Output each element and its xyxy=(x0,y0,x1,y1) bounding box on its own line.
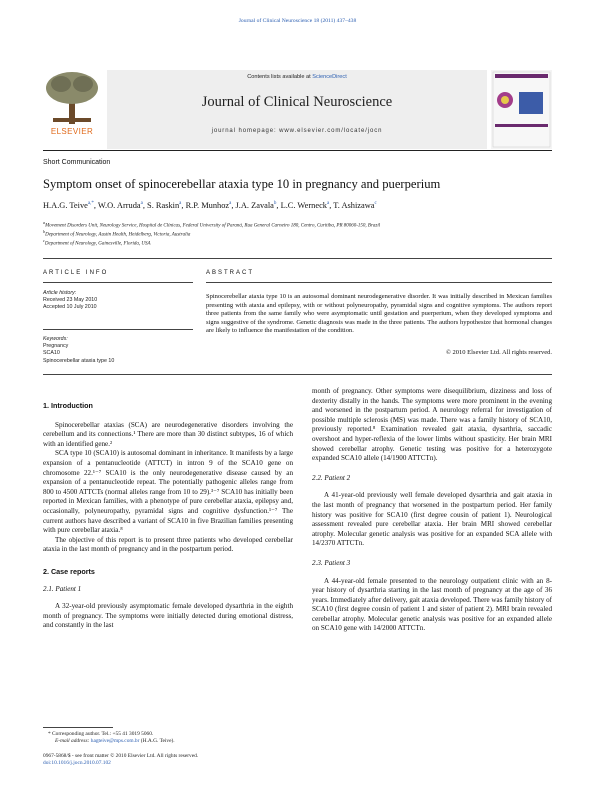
corresponding-author: * Corresponding author. Tel.: +55 41 3019 5060. xyxy=(48,731,154,737)
contents-line xyxy=(107,74,487,80)
journal-citation[interactable]: Journal of Clinical Neuroscience 18 (2011) 437–438 xyxy=(238,18,357,24)
author[interactable]: W.O. Arruda xyxy=(97,201,141,210)
email-link[interactable]: hagteive@mps.com.br xyxy=(90,738,140,745)
publication-info xyxy=(43,753,293,768)
author[interactable]: T. Ashizawa xyxy=(333,201,375,210)
paragraph: Spinocerebellar ataxias (SCA) are neurodegenerative disorders involving the cerebellum and its connections.¹ There are more than 30 distinct subtypes, 16 of which with an identified gene.² xyxy=(43,420,293,448)
abstract-subrule xyxy=(206,282,552,283)
affil-sup: b xyxy=(43,229,46,234)
author[interactable]: L.C. Werneck xyxy=(280,201,327,210)
author-sup: a xyxy=(140,201,143,207)
keywords-label: Keywords: xyxy=(43,336,68,342)
abstract-text: Spinocerebellar ataxia type 10 is an autosomal dominant neurodegenerative disorder. It was initially described in Mexican families presenting with ataxia and epilepsy, with or without polyneuropathy, pyramidal signs and cognitive symptoms. The authors report three patients from the same family who were asymptomatic until gestation and puerperium, when they developed symptoms and signs suggestive of the syndrome. Genetic diagnosis was made in the three patients. The authors hypothesize that hormonal changes are likely to influence the manifestation of the condition. xyxy=(206,293,552,335)
subsection-heading: 2.1. Patient 1 xyxy=(43,584,82,593)
article-info-heading: ARTICLE INFO xyxy=(43,270,109,276)
section-heading: 2. Case reports xyxy=(43,566,95,576)
journal-homepage[interactable]: journal homepage: www.elsevier.com/locate/jocn xyxy=(211,128,383,134)
journal-name: Journal of Clinical Neuroscience xyxy=(201,94,393,110)
publisher-wordmark: ELSEVIER xyxy=(50,127,94,136)
email-label: E-mail address: xyxy=(55,738,90,745)
issn-line: 0967-5868/$ - see front matter © 2010 Elsevier Ltd. All rights reserved. xyxy=(43,753,199,759)
header-rule xyxy=(43,150,552,151)
affil-text: Department of Neurology, Austin Health, Heidelberg, Victoria, Australia xyxy=(45,232,191,238)
author-list: H.A.G. Teive$^{a,*}$, W.O. Arruda$^a$, S. Raskin$^a$, R.P. Munhoz$^a$, J.A. Zavala$^b$, L.C. Werneck$^a$, T. Ashizawa$^c$ xyxy=(43,201,377,210)
section-heading: 1. Introduction xyxy=(43,401,93,410)
journal-cover-thumbnail xyxy=(491,70,552,149)
right-column xyxy=(312,387,552,634)
contents-prefix: Contents lists available at xyxy=(247,74,311,80)
body-rule xyxy=(43,374,552,375)
history-label: Article history: xyxy=(43,290,77,296)
received-date: Received 23 May 2010 xyxy=(43,297,98,304)
paragraph: A 41-year-old previously well female developed dysarthria and gait ataxia in the last month of pregnancy that worsened in the postpartum period. Her family history was positive for SCA10 (first degree cousin of patient 1). Neurological assessment revealed pure cerebellar ataxia. Her brain MRI showed cerebellar atrophy. Molecular genetic analysis was positive for an expanded SCA allele with 14/2370 ATTCTn. xyxy=(312,491,552,548)
email-suffix: (H.A.G. Teive). xyxy=(140,738,175,745)
author[interactable]: S. Raskin xyxy=(147,201,180,210)
author[interactable]: H.A.G. Teive xyxy=(43,201,88,210)
article-history xyxy=(43,290,193,312)
article-title: Symptom onset of spinocerebellar ataxia type 10 in pregnancy and puerperium xyxy=(43,177,441,191)
sciencedirect-link[interactable]: ScienceDirect xyxy=(312,74,347,80)
author-sup: a xyxy=(229,201,232,207)
footnote-rule xyxy=(43,727,113,728)
author-sup: a,* xyxy=(87,201,94,207)
subsection-heading: 2.2. Patient 2 xyxy=(312,473,351,482)
affiliation xyxy=(43,238,151,247)
accepted-date: Accepted 10 July 2010 xyxy=(43,304,97,311)
paragraph: A 32-year-old previously asymptomatic female developed dysarthria in the eighth month of pregnancy. The symptoms were initially detected during emotional distress, and constantly in the last xyxy=(43,602,293,630)
journal-banner xyxy=(107,70,487,149)
info-subrule xyxy=(43,282,193,283)
author[interactable]: R.P. Munhoz xyxy=(185,201,230,210)
affil-text: Movement Disorders Unit, Neurology Service, Hospital de Clínicas, Federal University of Paraná, Rua General Carneiro 180, Centro, Curitiba, PR 80060-150, Brazil xyxy=(45,223,381,229)
author-sup: c xyxy=(374,201,377,207)
keywords-block xyxy=(43,336,193,365)
abstract-copyright: © 2010 Elsevier Ltd. All rights reserved. xyxy=(445,349,552,356)
left-column xyxy=(43,401,293,631)
author[interactable]: J.A. Zavala xyxy=(235,201,274,210)
article-type: Short Communication xyxy=(43,159,111,166)
affil-sup: a xyxy=(43,220,46,225)
author-sup: a xyxy=(179,201,182,207)
author-sup: a xyxy=(326,201,330,207)
email-line xyxy=(43,738,293,745)
keywords-rule xyxy=(43,329,193,330)
paragraph: SCA type 10 (SCA10) is autosomal dominant in inheritance. It manifests by a large expansion of a pentanucleotide (ATTCT) in intron 9 of the SCA10 gene on chromosome 22.¹⁻⁷ SCA10 is the only neurodegenerative disease caused by an expansion of a pentanucleotide repeat. The potentially pathogenic alleles range from 800 to 4500 ATTCTs (normal alleles range from 10 to 29).³⁻⁷ SCA10 has initially been reported in Mexican families, with a phenotype of pure cerebellar ataxia, epilepsy and, occasionally, polyneuropathy, pyramidal signs and cognitive dysfunction.¹⁻⁷ The current authors have described a variant of SCA10 in five Brazilian families presenting with pure cerebellar ataxia.⁸ xyxy=(43,449,293,535)
affil-sup: c xyxy=(43,238,45,243)
keyword: SCA10 xyxy=(43,350,60,357)
paragraph: month of pregnancy. Other symptoms were disequilibrium, dizziness and loss of dexterity distally in the hands. The symptoms were more prominent in the evening and worsened in the postpartum period. A neurology referral for investigation of possible multiple sclerosis (MS) was made. There was a family history of SCA10, previously reported.⁸ Examination revealed gait ataxia, dysarthria, saccadic overshoot and hyper-reflexia of the lower limbs without spasticity. Her brain MRI showed cerebellar atrophy. Genetic testing was positive for a heterozygote expanded SCA10 allele (14/1900 ATTCTn). xyxy=(312,387,552,463)
info-rule xyxy=(43,258,552,259)
abstract-heading: ABSTRACT xyxy=(206,270,255,276)
keyword: Pregnancy xyxy=(43,343,69,350)
doi-link[interactable]: doi:10.1016/j.jocn.2010.07.102 xyxy=(43,760,111,767)
affil-text: Department of Neurology, Gainesville, Florida, USA xyxy=(44,241,151,247)
paragraph: A 44-year-old female presented to the neurology outpatient clinic with an 8-year history of dysarthria starting in the last month of pregnancy at the age of 36 years. Immediately after delivery, gait ataxia developed. There was family history of SCA10 (first degree cousin of patient 1 and sister of patient 2). MRI brain revealed cerebellar atrophy. Molecular genetic analysis was positive for an expanded allele on SCA10 gene with 14/2000 ATTCTn. xyxy=(312,576,552,633)
affiliation xyxy=(43,220,380,229)
footnote xyxy=(43,731,293,746)
subsection-heading: 2.3. Patient 3 xyxy=(312,558,351,567)
affiliation xyxy=(43,229,190,238)
keyword: Spinocerebellar ataxia type 10 xyxy=(43,357,115,364)
author-sup: b xyxy=(273,201,277,207)
paragraph: The objective of this report is to present three patients who developed cerebellar ataxia in the last month of pregnancy and in the postpartum period. xyxy=(43,535,293,554)
journal-header xyxy=(43,70,552,150)
